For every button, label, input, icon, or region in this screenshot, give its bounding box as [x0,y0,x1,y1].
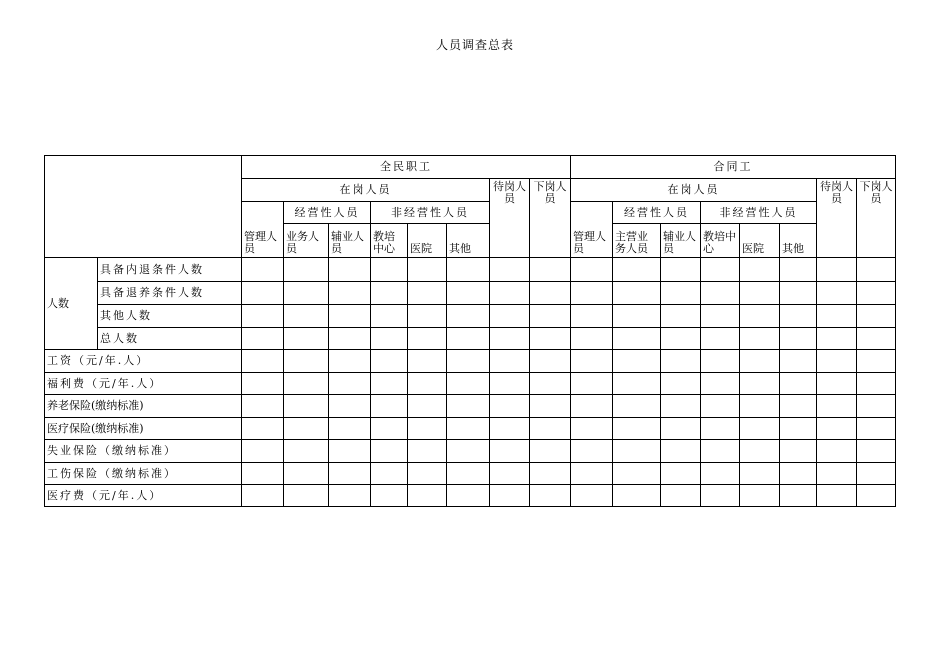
data-cell[interactable] [408,485,447,507]
data-cell[interactable] [571,440,613,463]
data-cell[interactable] [661,440,701,463]
table-row [45,418,896,440]
data-cell[interactable] [447,373,490,395]
data-cell[interactable] [530,418,571,440]
data-cell[interactable] [817,485,857,507]
header-xiagang-hetong: 下岗人员 [857,179,896,258]
data-cell[interactable] [242,350,284,373]
data-cell[interactable] [284,328,329,350]
data-cell[interactable] [242,395,284,418]
header-zaigang-quanmin: 在岗人员 [242,179,490,202]
data-cell[interactable] [701,350,740,373]
data-cell[interactable] [613,373,661,395]
data-cell[interactable] [447,485,490,507]
data-cell[interactable] [701,395,740,418]
header-guanli-quanmin: 管理人员 [242,202,284,258]
data-cell[interactable] [857,440,896,463]
data-cell[interactable] [447,463,490,485]
data-cell[interactable] [817,305,857,328]
data-cell[interactable] [817,373,857,395]
data-cell[interactable] [329,328,371,350]
data-cell[interactable] [329,463,371,485]
data-cell[interactable] [571,282,613,305]
data-cell[interactable] [447,282,490,305]
data-cell[interactable] [530,350,571,373]
data-cell[interactable] [530,463,571,485]
data-cell[interactable] [740,282,780,305]
data-cell[interactable] [701,305,740,328]
row-label: 医疗费（元/年.人） [45,485,242,507]
row-label: 具备退养条件人数 [98,282,242,305]
group-header-quanmin: 全民职工 [242,156,571,179]
data-cell[interactable] [490,373,530,395]
data-cell[interactable] [571,373,613,395]
table-row [45,395,896,418]
data-cell[interactable] [371,463,408,485]
data-cell[interactable] [242,418,284,440]
row-label: 失业保险（缴纳标准） [45,440,242,463]
data-cell[interactable] [284,305,329,328]
data-cell[interactable] [242,440,284,463]
data-cell[interactable] [490,440,530,463]
data-cell[interactable] [408,463,447,485]
data-cell[interactable] [857,305,896,328]
row-label: 其他人数 [98,305,242,328]
data-cell[interactable] [490,350,530,373]
table-row [45,440,896,463]
data-cell[interactable] [490,258,530,282]
data-cell[interactable] [371,395,408,418]
data-cell[interactable] [408,350,447,373]
header-daigang-hetong: 待岗人员 [817,179,857,258]
data-cell[interactable] [661,305,701,328]
data-cell[interactable] [857,418,896,440]
data-cell[interactable] [613,258,661,282]
data-cell[interactable] [740,350,780,373]
data-cell[interactable] [740,395,780,418]
data-cell[interactable] [530,328,571,350]
data-cell[interactable] [371,328,408,350]
data-cell[interactable] [661,373,701,395]
data-cell[interactable] [701,485,740,507]
row-label: 具备内退条件人数 [98,258,242,282]
data-cell[interactable] [571,350,613,373]
data-cell[interactable] [284,440,329,463]
data-cell[interactable] [329,485,371,507]
data-cell[interactable] [329,418,371,440]
data-cell[interactable] [447,350,490,373]
header-yiyuan-quanmin: 医院 [408,224,447,258]
data-cell[interactable] [613,305,661,328]
row-group-renshu: 人数 [45,258,98,350]
data-cell[interactable] [613,418,661,440]
data-cell[interactable] [780,282,817,305]
row-label: 医疗保险(缴纳标准) [45,418,242,440]
data-cell[interactable] [780,350,817,373]
data-cell[interactable] [857,282,896,305]
data-cell[interactable] [613,350,661,373]
data-cell[interactable] [780,395,817,418]
data-cell[interactable] [242,328,284,350]
table-row [45,282,896,305]
data-cell[interactable] [371,282,408,305]
data-cell[interactable] [284,485,329,507]
data-cell[interactable] [740,305,780,328]
data-cell[interactable] [571,395,613,418]
data-cell[interactable] [857,373,896,395]
data-cell[interactable] [740,258,780,282]
data-cell[interactable] [530,485,571,507]
data-cell[interactable] [661,463,701,485]
data-cell[interactable] [242,258,284,282]
data-cell[interactable] [447,440,490,463]
data-cell[interactable] [661,395,701,418]
header-yiyuan-hetong: 医院 [740,224,780,258]
data-cell[interactable] [530,258,571,282]
table-row [45,485,896,507]
data-cell[interactable] [447,258,490,282]
data-cell[interactable] [329,440,371,463]
data-cell[interactable] [408,418,447,440]
group-header-hetong: 合同工 [571,156,896,179]
data-cell[interactable] [490,305,530,328]
table-row [45,350,896,373]
table-row [45,258,896,282]
data-cell[interactable] [408,305,447,328]
data-cell[interactable] [817,258,857,282]
data-cell[interactable] [701,463,740,485]
data-cell[interactable] [817,282,857,305]
data-cell[interactable] [408,282,447,305]
header-feijingying-quanmin: 非经营性人员 [371,202,490,224]
header-xiagang-quanmin: 下岗人员 [530,179,571,258]
data-cell[interactable] [817,328,857,350]
data-cell[interactable] [571,463,613,485]
data-cell[interactable] [817,440,857,463]
data-cell[interactable] [242,282,284,305]
data-cell[interactable] [613,282,661,305]
data-cell[interactable] [371,418,408,440]
header-zaigang-hetong: 在岗人员 [571,179,817,202]
data-cell[interactable] [740,485,780,507]
data-cell[interactable] [329,305,371,328]
data-cell[interactable] [661,418,701,440]
data-cell[interactable] [701,418,740,440]
data-cell[interactable] [740,418,780,440]
row-label: 总人数 [98,328,242,350]
data-cell[interactable] [780,418,817,440]
data-cell[interactable] [701,282,740,305]
data-cell[interactable] [740,373,780,395]
header-jingying-hetong: 经营性人员 [613,202,701,224]
data-cell[interactable] [661,258,701,282]
header-fuye-quanmin: 辅业人员 [329,224,371,258]
table-row [45,328,896,350]
data-cell[interactable] [408,395,447,418]
data-cell[interactable] [371,350,408,373]
data-cell[interactable] [490,395,530,418]
data-cell[interactable] [780,258,817,282]
data-cell[interactable] [780,328,817,350]
header-guanli-hetong: 管理人员 [571,202,613,258]
data-cell[interactable] [490,328,530,350]
data-cell[interactable] [780,440,817,463]
data-cell[interactable] [530,395,571,418]
data-cell[interactable] [284,463,329,485]
data-cell[interactable] [408,440,447,463]
header-yewu-quanmin: 业务人员 [284,224,329,258]
data-cell[interactable] [817,350,857,373]
data-cell[interactable] [284,350,329,373]
header-qita-hetong: 其他 [780,224,817,258]
data-cell[interactable] [490,418,530,440]
data-cell[interactable] [661,328,701,350]
data-cell[interactable] [329,282,371,305]
data-cell[interactable] [857,328,896,350]
table-row [45,305,896,328]
data-cell[interactable] [701,373,740,395]
data-cell[interactable] [447,328,490,350]
data-cell[interactable] [447,418,490,440]
data-cell[interactable] [242,305,284,328]
data-cell[interactable] [857,463,896,485]
data-cell[interactable] [780,485,817,507]
data-cell[interactable] [661,485,701,507]
data-cell[interactable] [447,395,490,418]
data-cell[interactable] [701,440,740,463]
data-cell[interactable] [740,440,780,463]
data-cell[interactable] [613,440,661,463]
page-title: 人员调查总表 [435,38,514,52]
row-label: 工伤保险（缴纳标准） [45,463,242,485]
header-qita-quanmin: 其他 [447,224,490,258]
table-row [45,463,896,485]
data-cell[interactable] [857,485,896,507]
data-cell[interactable] [447,305,490,328]
data-cell[interactable] [530,373,571,395]
data-cell[interactable] [371,485,408,507]
data-cell[interactable] [571,328,613,350]
data-cell[interactable] [284,282,329,305]
data-cell[interactable] [284,395,329,418]
row-label: 福利费（元/年.人） [45,373,242,395]
survey-table [44,155,896,507]
data-cell[interactable] [571,485,613,507]
header-fuye-hetong: 辅业人员 [661,224,701,258]
data-cell[interactable] [284,373,329,395]
data-cell[interactable] [780,305,817,328]
data-cell[interactable] [817,418,857,440]
header-jiaopei-hetong: 教培中心 [701,224,740,258]
data-cell[interactable] [408,258,447,282]
data-cell[interactable] [371,305,408,328]
data-cell[interactable] [408,373,447,395]
data-cell[interactable] [661,282,701,305]
data-cell[interactable] [530,440,571,463]
corner-cell [45,156,242,258]
data-cell[interactable] [613,395,661,418]
data-cell[interactable] [371,258,408,282]
row-label: 工资（元/年.人） [45,350,242,373]
data-cell[interactable] [242,485,284,507]
data-cell[interactable] [613,485,661,507]
data-cell[interactable] [661,350,701,373]
data-cell[interactable] [613,328,661,350]
data-cell[interactable] [701,258,740,282]
data-cell[interactable] [490,282,530,305]
row-label: 养老保险(缴纳标准) [45,395,242,418]
data-cell[interactable] [857,258,896,282]
header-feijingying-hetong: 非经营性人员 [701,202,817,224]
data-cell[interactable] [817,395,857,418]
data-cell[interactable] [329,350,371,373]
data-cell[interactable] [780,373,817,395]
table-row [45,373,896,395]
header-zhuyingyewu-hetong: 主营业务人员 [613,224,661,258]
header-jiaopei-quanmin: 教培中心 [371,224,408,258]
data-cell[interactable] [571,258,613,282]
data-cell[interactable] [780,463,817,485]
data-cell[interactable] [817,463,857,485]
data-cell[interactable] [284,418,329,440]
data-cell[interactable] [613,463,661,485]
header-daigang-quanmin: 待岗人员 [490,179,530,258]
data-cell[interactable] [571,418,613,440]
data-cell[interactable] [284,258,329,282]
data-cell[interactable] [740,328,780,350]
data-cell[interactable] [329,373,371,395]
data-cell[interactable] [857,350,896,373]
data-cell[interactable] [701,328,740,350]
header-jingying-quanmin: 经营性人员 [284,202,371,224]
data-cell[interactable] [490,485,530,507]
data-cell[interactable] [857,395,896,418]
data-cell[interactable] [408,328,447,350]
data-cell[interactable] [371,440,408,463]
data-cell[interactable] [571,305,613,328]
data-cell[interactable] [740,463,780,485]
data-cell[interactable] [329,395,371,418]
data-cell[interactable] [242,463,284,485]
data-cell[interactable] [371,373,408,395]
data-cell[interactable] [329,258,371,282]
data-cell[interactable] [490,463,530,485]
data-cell[interactable] [242,373,284,395]
data-cell[interactable] [530,282,571,305]
data-cell[interactable] [530,305,571,328]
